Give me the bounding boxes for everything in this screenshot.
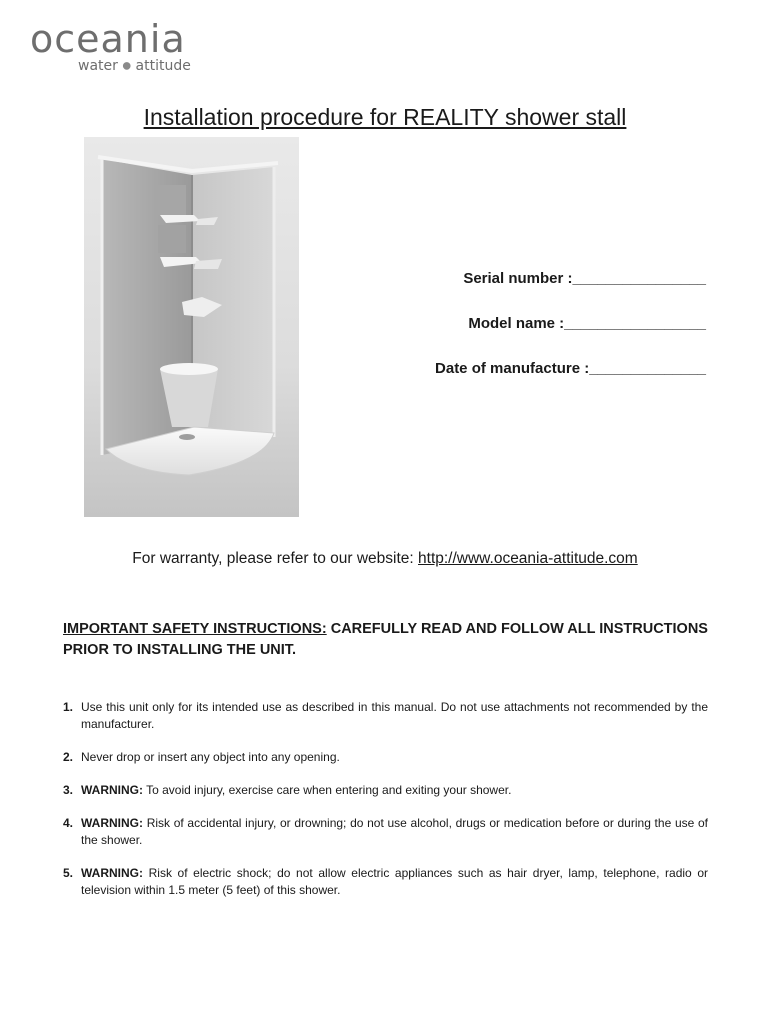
warranty-note xyxy=(0,550,770,568)
safety-heading xyxy=(63,619,713,661)
logo-tagline xyxy=(78,58,191,74)
item-number: 2. xyxy=(63,750,74,764)
serial-number-field[interactable]: Serial number :________________ xyxy=(463,270,706,287)
item-number: 4. xyxy=(63,816,74,830)
item-text: Risk of accidental injury, or drowning; do not use alcohol, drugs or medication before or during the use of the shower. xyxy=(81,816,708,847)
model-name-field[interactable]: Model name :_________________ xyxy=(468,315,706,332)
item-text: Never drop or insert any object into any opening. xyxy=(81,750,340,764)
item-text: Use this unit only for its intended use as described in this manual. Do not use attachments not recommended by the manufacturer. xyxy=(81,700,708,731)
item-number: 1. xyxy=(63,700,74,714)
item-prefix: WARNING: xyxy=(81,866,143,880)
safety-heading-rest: CAREFULLY READ AND FOLLOW ALL INSTRUCTIONS PRIOR TO INSTALLING THE UNIT. xyxy=(63,621,708,658)
logo-tagline-water: water xyxy=(78,58,118,74)
logo-tagline-separator: ● xyxy=(122,60,132,72)
warranty-text: For warranty, please refer to our website: xyxy=(132,550,419,567)
list-item xyxy=(63,865,708,899)
shower-stall-image xyxy=(84,137,299,517)
logo-wordmark: oceania xyxy=(30,17,186,61)
list-item xyxy=(63,749,708,766)
item-prefix: WARNING: xyxy=(81,783,143,797)
item-number: 3. xyxy=(63,783,74,797)
logo-tagline-attitude: attitude xyxy=(135,58,191,74)
list-item xyxy=(63,782,708,799)
safety-heading-underlined: IMPORTANT SAFETY INSTRUCTIONS: xyxy=(63,621,327,637)
page-title: Installation procedure for REALITY shower stall xyxy=(143,104,627,130)
item-number: 5. xyxy=(63,866,74,880)
list-item xyxy=(63,815,708,849)
item-text: Risk of electric shock; do not allow electric appliances such as hair dryer, lamp, telephone, radio or television within 1.5 meter (5 feet) of this shower. xyxy=(81,866,708,897)
date-of-manufacture-field[interactable]: Date of manufacture :______________ xyxy=(435,360,706,377)
list-item xyxy=(63,699,708,733)
brand-logo xyxy=(30,17,191,74)
product-info-form xyxy=(435,268,706,403)
item-prefix: WARNING: xyxy=(81,816,143,830)
website-link[interactable]: http://www.oceania-attitude.com xyxy=(418,550,638,567)
instruction-list xyxy=(63,699,708,915)
item-text: To avoid injury, exercise care when entering and exiting your shower. xyxy=(143,783,512,797)
